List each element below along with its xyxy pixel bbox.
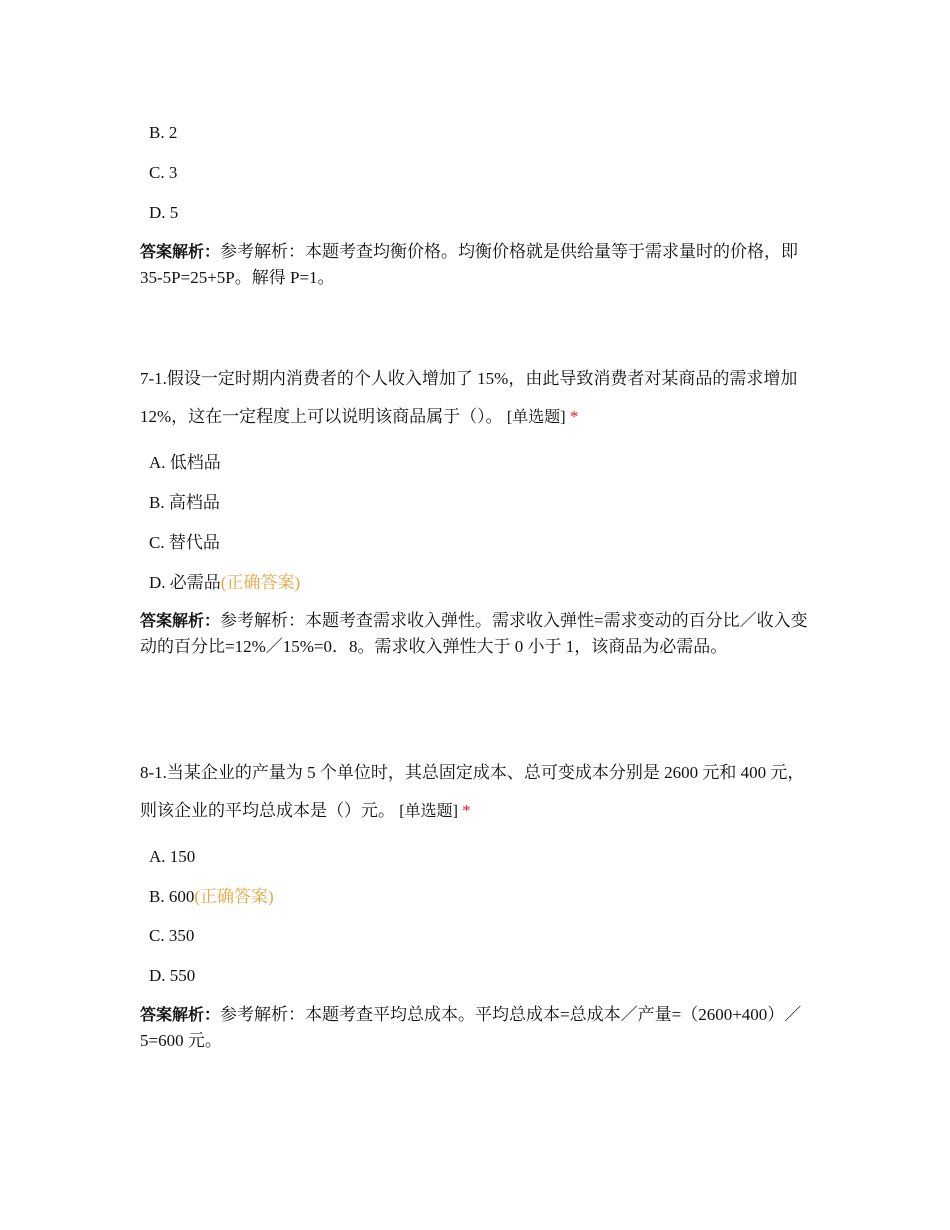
analysis-label: 答案解析：	[140, 1005, 221, 1024]
option-b	[149, 886, 274, 908]
question-type-tag: [单选题]	[399, 803, 458, 820]
option-b: B. 2	[149, 123, 178, 142]
option-a: A. 低档品	[149, 453, 221, 472]
analysis-text: 参考解析：本题考查均衡价格。均衡价格就是供给量等于需求量时的价格，即 35-5P=25+5P。解得 P=1。	[140, 242, 799, 287]
analysis-label: 答案解析：	[140, 611, 221, 630]
answer-analysis	[140, 608, 820, 660]
answer-analysis	[140, 239, 820, 291]
question-text: 7-1.假设一定时期内消费者的个人收入增加了 15%，由此导致消费者对某商品的需求增加 12%，这在一定程度上可以说明该商品属于（）。	[140, 369, 798, 426]
correct-answer-mark: (正确答案)	[220, 573, 301, 592]
option-d: D. 550	[149, 966, 196, 985]
option-c: C. 3	[149, 163, 178, 182]
option-b: B. 高档品	[149, 493, 220, 512]
analysis-text: 参考解析：本题考查需求收入弹性。需求收入弹性=需求变动的百分比／收入变动的百分比=12%／15%=0．8。需求收入弹性大于 0 小于 1，该商品为必需品。	[140, 611, 808, 656]
question-text: 8-1.当某企业的产量为 5 个单位时，其总固定成本、总可变成本分别是 2600 元和 400 元，则该企业的平均总成本是（）元。	[140, 763, 805, 820]
option-text: D. 必需品	[149, 573, 221, 592]
question-type-tag: [单选题]	[506, 409, 566, 426]
required-mark: *	[569, 407, 579, 426]
option-d	[149, 572, 300, 594]
option-text: B. 600	[149, 887, 195, 906]
required-mark: *	[462, 801, 471, 820]
analysis-text: 参考解析：本题考查平均总成本。平均总成本=总成本／产量=（2600+400）／5=600 元。	[140, 1005, 802, 1050]
answer-analysis	[140, 1002, 820, 1054]
analysis-label: 答案解析：	[140, 242, 221, 261]
question-title	[140, 754, 820, 831]
option-c: C. 350	[149, 926, 195, 945]
question-title	[140, 360, 820, 437]
option-d: D. 5	[149, 203, 179, 222]
option-a: A. 150	[149, 847, 196, 866]
option-c: C. 替代品	[149, 533, 220, 552]
correct-answer-mark: (正确答案)	[194, 887, 274, 906]
